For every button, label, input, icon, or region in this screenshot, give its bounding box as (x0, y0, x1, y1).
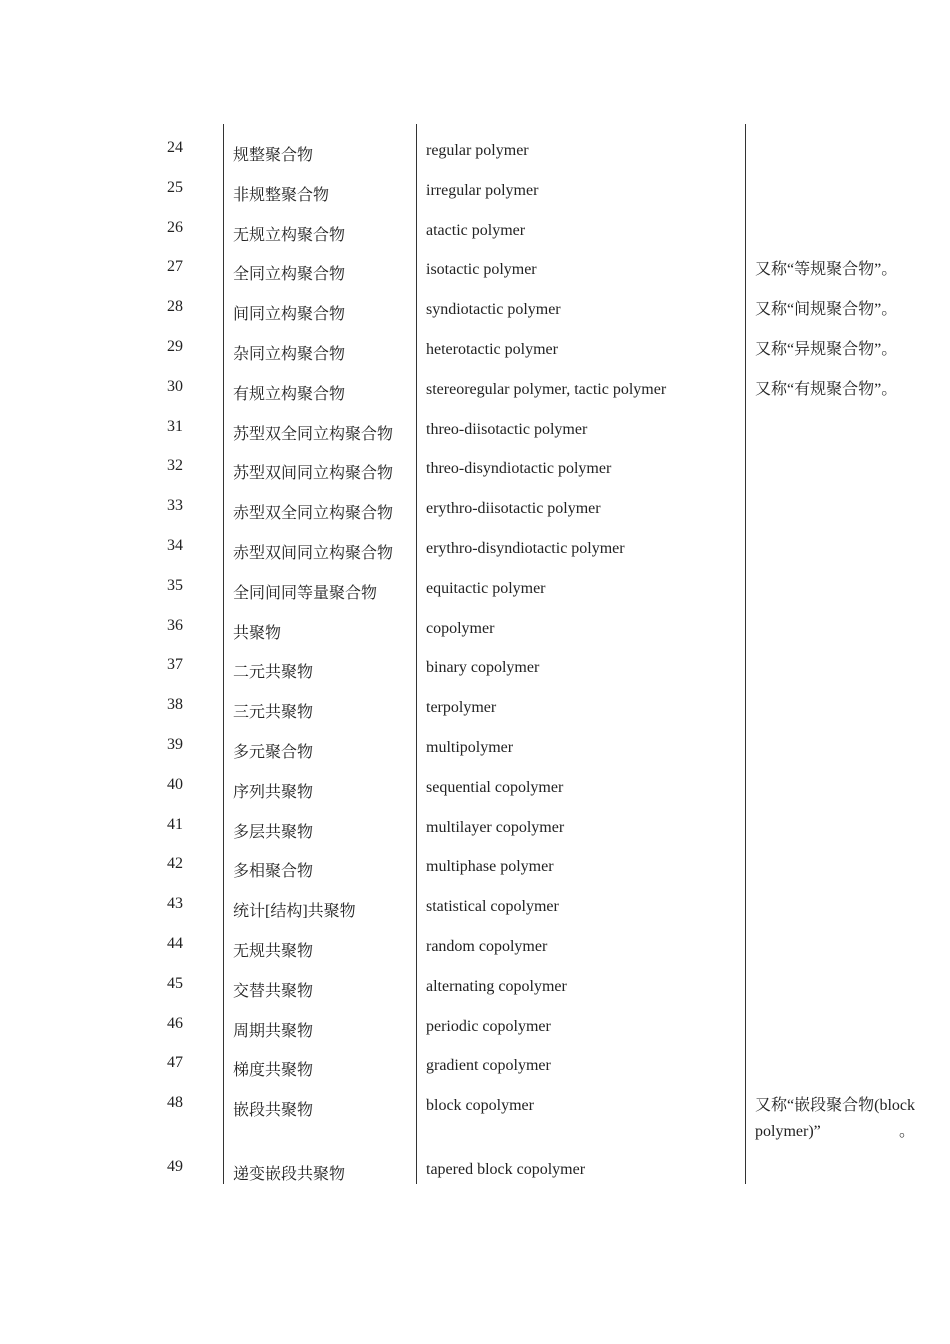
chinese-term: 杂同立构聚合物 (233, 345, 346, 363)
english-term: periodic copolymer (426, 1017, 551, 1035)
chinese-term: 梯度共聚物 (233, 1062, 314, 1080)
chinese-term: 嵌段共聚物 (233, 1102, 314, 1120)
table-row (0, 124, 950, 164)
row-number: 36 (167, 616, 183, 634)
row-number: 30 (167, 377, 183, 395)
chinese-term: 三元共聚物 (233, 704, 314, 722)
chinese-term: 全同间同等量聚合物 (233, 584, 378, 602)
chinese-term: 无规立构聚合物 (233, 226, 346, 244)
row-number: 47 (167, 1054, 183, 1072)
row-number: 45 (167, 974, 183, 992)
chinese-term: 苏型双全同立构聚合物 (233, 425, 394, 443)
chinese-term: 无规共聚物 (233, 942, 314, 960)
terminology-table (0, 124, 950, 1183)
table-row (0, 880, 950, 920)
table-row (0, 442, 950, 482)
row-number: 32 (167, 457, 183, 475)
table-row (0, 681, 950, 721)
row-number: 44 (167, 934, 183, 952)
english-term: alternating copolymer (426, 977, 567, 995)
chinese-term: 全同立构聚合物 (233, 266, 346, 284)
row-number: 40 (167, 775, 183, 793)
chinese-term: 多元聚合物 (233, 743, 314, 761)
english-term: binary copolymer (426, 659, 540, 677)
row-number: 46 (167, 1014, 183, 1032)
english-term: syndiotactic polymer (426, 301, 561, 319)
english-term: atactic polymer (426, 221, 526, 239)
english-term: equitactic polymer (426, 579, 546, 597)
table-row (0, 403, 950, 443)
table-row (0, 522, 950, 562)
chinese-term: 多层共聚物 (233, 823, 314, 841)
english-term: erythro-disyndiotactic polymer (426, 539, 625, 557)
chinese-term: 赤型双间同立构聚合物 (233, 544, 394, 562)
english-term: copolymer (426, 619, 495, 637)
chinese-term: 间同立构聚合物 (233, 306, 346, 324)
chinese-term: 统计[结构]共聚物 (233, 903, 356, 921)
row-number: 43 (167, 895, 183, 913)
table-row (0, 960, 950, 1000)
term-note: 又称“嵌段聚合物(block polymer)”。 (755, 1097, 915, 1141)
chinese-term: 多相聚合物 (233, 863, 314, 881)
english-term: threo-disyndiotactic polymer (426, 460, 612, 478)
table-row (0, 323, 950, 363)
table-row (0, 243, 950, 283)
table-row (0, 602, 950, 642)
chinese-term: 苏型双间同立构聚合物 (233, 465, 394, 483)
english-term: isotactic polymer (426, 261, 537, 279)
table-row (0, 801, 950, 841)
table-row (0, 641, 950, 681)
english-term: erythro-diisotactic polymer (426, 500, 601, 518)
table-row (0, 1079, 950, 1143)
english-term: sequential copolymer (426, 778, 564, 796)
english-term: stereoregular polymer, tactic polymer (426, 380, 667, 398)
table-row (0, 1039, 950, 1079)
row-number: 48 (167, 1094, 183, 1112)
term-note: 又称“异规聚合物”。 (755, 340, 898, 358)
chinese-term: 规整聚合物 (233, 147, 314, 164)
english-term: block copolymer (426, 1097, 534, 1115)
term-note: 又称“间规聚合物”。 (755, 301, 898, 319)
row-number: 25 (167, 178, 183, 196)
table-row (0, 164, 950, 204)
chinese-term: 序列共聚物 (233, 783, 314, 801)
english-term: irregular polymer (426, 181, 539, 199)
chinese-term: 递变嵌段共聚物 (233, 1166, 346, 1184)
row-number: 39 (167, 735, 183, 753)
row-number: 42 (167, 855, 183, 873)
term-note: 又称“有规聚合物”。 (755, 380, 898, 398)
row-number: 49 (167, 1158, 183, 1176)
row-number: 33 (167, 497, 183, 515)
chinese-term: 赤型双全同立构聚合物 (233, 505, 394, 523)
row-number: 26 (167, 218, 183, 236)
row-number: 24 (167, 139, 183, 156)
row-number: 31 (167, 417, 183, 435)
english-term: multiphase polymer (426, 858, 554, 876)
row-number: 41 (167, 815, 183, 833)
english-term: threo-diisotactic polymer (426, 420, 588, 438)
table-row (0, 283, 950, 323)
table-row (0, 363, 950, 403)
english-term: multipolymer (426, 738, 514, 756)
row-number: 34 (167, 536, 183, 554)
term-note: 又称“等规聚合物”。 (755, 261, 898, 279)
chinese-term: 周期共聚物 (233, 1022, 314, 1040)
chinese-term: 交替共聚物 (233, 982, 314, 1000)
table-row (0, 204, 950, 244)
table-row (0, 1143, 950, 1183)
table-row (0, 920, 950, 960)
chinese-term: 二元共聚物 (233, 664, 314, 682)
chinese-term: 共聚物 (233, 624, 282, 642)
chinese-term: 非规整聚合物 (233, 186, 330, 204)
row-number: 38 (167, 696, 183, 714)
table-row (0, 482, 950, 522)
english-term: gradient copolymer (426, 1057, 551, 1075)
row-number: 29 (167, 337, 183, 355)
english-term: tapered block copolymer (426, 1161, 586, 1179)
chinese-term: 有规立构聚合物 (233, 385, 346, 403)
table-row (0, 721, 950, 761)
row-number: 35 (167, 576, 183, 594)
english-term: regular polymer (426, 142, 529, 159)
row-number: 37 (167, 656, 183, 674)
english-term: random copolymer (426, 937, 548, 955)
row-number: 27 (167, 258, 183, 276)
table-row (0, 840, 950, 880)
table-row (0, 761, 950, 801)
english-term: multilayer copolymer (426, 818, 565, 836)
english-term: statistical copolymer (426, 898, 559, 916)
english-term: terpolymer (426, 699, 497, 717)
table-row (0, 1000, 950, 1040)
row-number: 28 (167, 298, 183, 316)
english-term: heterotactic polymer (426, 340, 558, 358)
table-row (0, 562, 950, 602)
